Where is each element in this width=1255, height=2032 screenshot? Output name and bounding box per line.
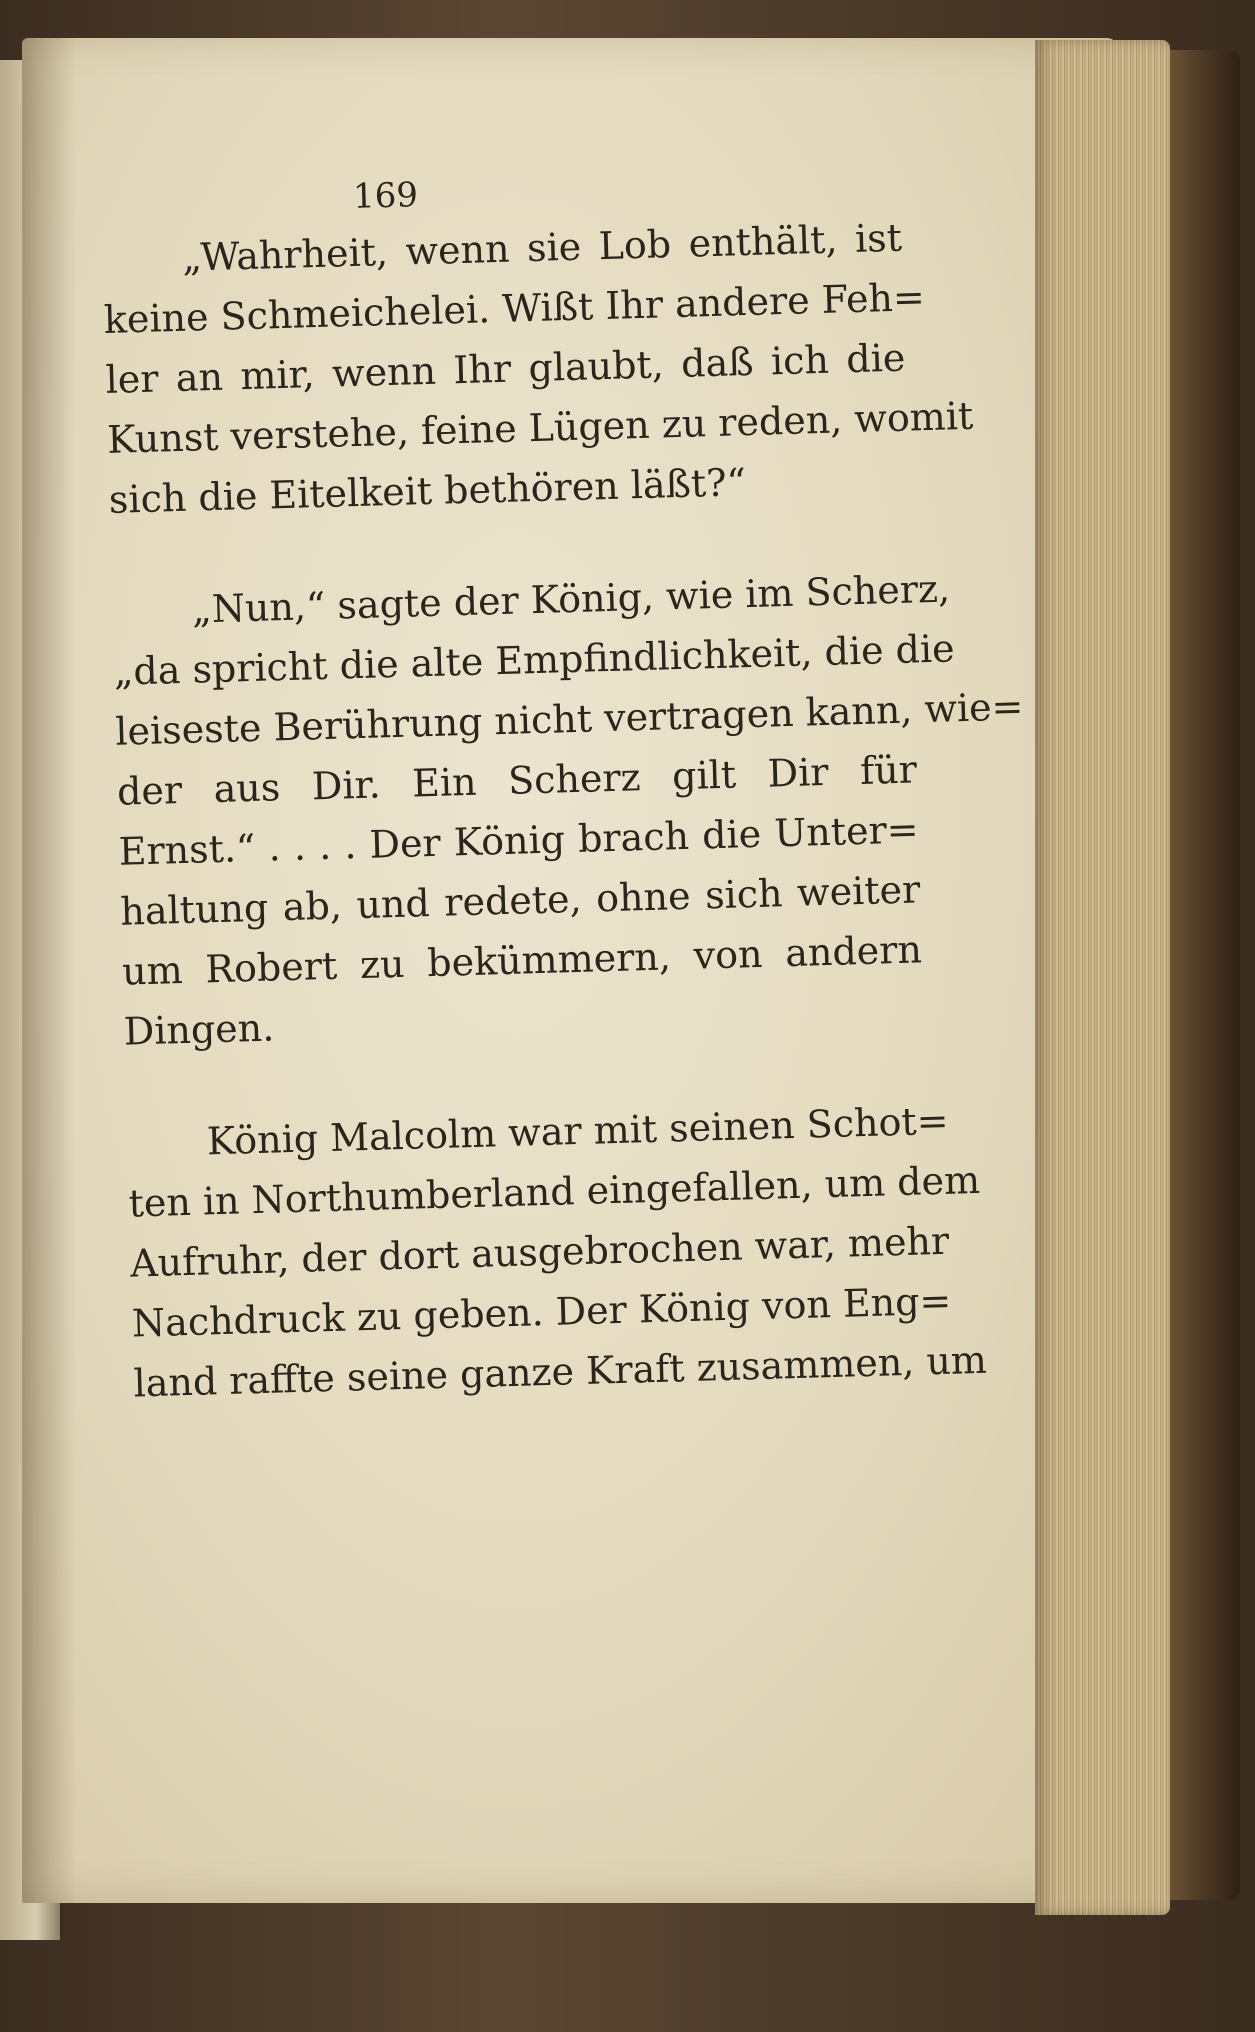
text-line: land raffte seine ganze Kraft zusammen, um [133,1337,988,1406]
paragraph-2 [111,560,1024,1062]
page-text-block [100,158,1024,1466]
paragraph-3 [126,1091,988,1413]
text-line: Ernst.“ . . . . Der König brach die Unter= [118,807,920,874]
page-edges-stack [1035,40,1170,1915]
text-line: „Wahrheit, wenn sie Lob enthält, ist [181,215,903,280]
text-line: Aufruhr, der dort ausgebrochen war, mehr [129,1218,950,1286]
text-line: leiseste Berührung nicht vertragen kann, wie= [114,684,1024,754]
text-line: König Malcolm war mit seinen Schot= [206,1098,950,1164]
text-line: haltung ab, und redete, ohne sich weiter [119,867,921,934]
text-line: keine Schmeichelei. Wißt Ihr andere Feh= [103,275,926,342]
paragraph-1 [101,208,974,530]
text-line: um Robert zu bekümmern, von andern [121,927,923,994]
text-line: der aus Dir. Ein Scherz gilt Dir für [116,747,918,814]
gutter-shadow [22,38,77,1903]
text-line: Dingen. [123,1005,275,1054]
text-line: „Nun,“ sagte der König, wie im Scherz, [191,566,951,632]
book-cover-edge [1170,50,1240,1900]
text-line: ten in Northumberland eingefallen, um dem [127,1157,981,1226]
text-line: Nachdruck zu geben. Der König von Eng= [131,1278,952,1346]
text-line: sich die Eitelkeit bethören läßt?“ [108,460,747,522]
page-number: 169 [352,175,419,217]
text-line: „da spricht die alte Empfindlichkeit, die die [113,626,956,694]
text-line: ler an mir, wenn Ihr glaubt, daß ich die [104,335,906,402]
text-line: Kunst verstehe, feine Lügen zu reden, womit [106,393,974,462]
